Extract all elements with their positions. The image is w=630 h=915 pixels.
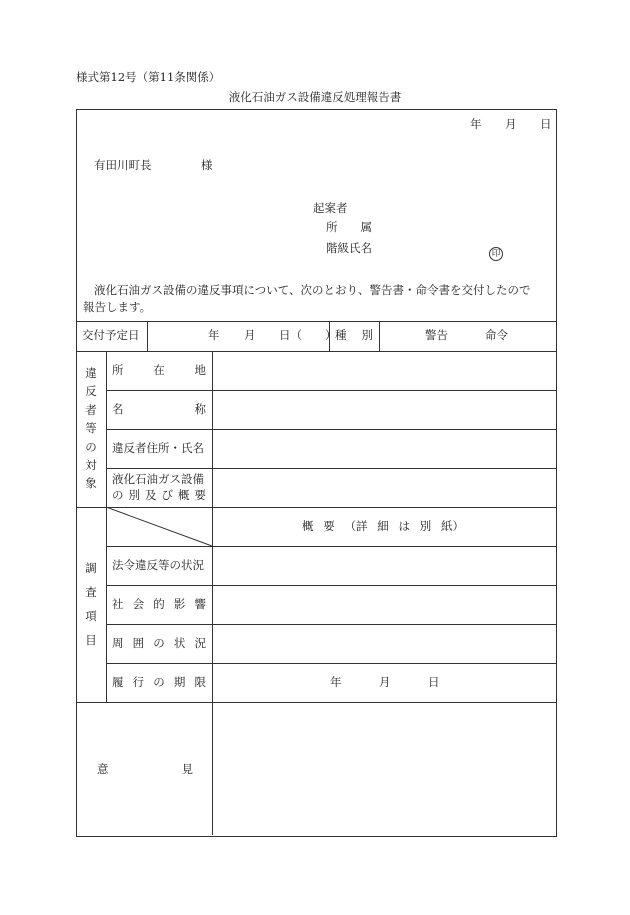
opinion-label: 意 見 (97, 762, 193, 776)
equipment-label-line-1: 液化石油ガス設備 (112, 472, 204, 486)
deadline-year: 年 (330, 675, 342, 689)
date-year: 年 (470, 117, 482, 131)
diagonal-line (106, 507, 213, 547)
form-number-label: 様式第12号（第11条関係） (76, 70, 221, 84)
seal-mark: 印 (489, 247, 503, 261)
affiliation-label: 所 属 (326, 220, 372, 234)
document-title: 液化石油ガス設備違反処理報告書 (228, 90, 402, 104)
violator-address-name-label: 違反者住所・氏名 (112, 441, 204, 455)
warning-option: 警告 (425, 328, 448, 342)
date-day: 日 (540, 117, 552, 131)
date-month: 月 (505, 117, 517, 131)
equipment-label-line-2: の 別 及 び 概 要 (112, 488, 206, 502)
rank-name-label: 階級氏名 (326, 241, 372, 255)
legal-violation-status-label: 法令違反等の状況 (112, 558, 204, 572)
delivery-day: 日（ ） (279, 328, 337, 342)
statement-line-1: 液化石油ガス設備の違反事項について、次のとおり、警告書・命令書を交付したので (94, 283, 531, 297)
addressee-honorific: 様 (201, 158, 213, 172)
investigation-section-heading: 調 査 項 目 (85, 561, 97, 648)
location-label: 所 在 地 (112, 363, 206, 377)
name-label: 名 称 (112, 402, 206, 416)
deadline-month: 月 (379, 675, 391, 689)
type-label: 種 別 (335, 328, 373, 342)
delivery-year: 年 (208, 328, 220, 342)
delivery-month: 月 (244, 328, 256, 342)
drafter-label: 起案者 (313, 201, 348, 215)
order-option: 命令 (485, 328, 508, 342)
deadline-label: 履 行 の 期 限 (112, 675, 206, 689)
deadline-day: 日 (428, 675, 440, 689)
surroundings-label: 周 囲 の 状 況 (112, 636, 206, 650)
statement-line-2: 報告します。 (83, 300, 152, 314)
summary-header: 概 要 （詳 細 は 別 紙） (302, 519, 464, 533)
delivery-date-label: 交付予定日 (82, 328, 140, 342)
social-impact-label: 社 会 的 影 響 (112, 597, 206, 611)
violator-section-heading: 違 反 者 等 の 対 象 (85, 366, 97, 491)
addressee-name: 有田川町長 (94, 158, 152, 172)
